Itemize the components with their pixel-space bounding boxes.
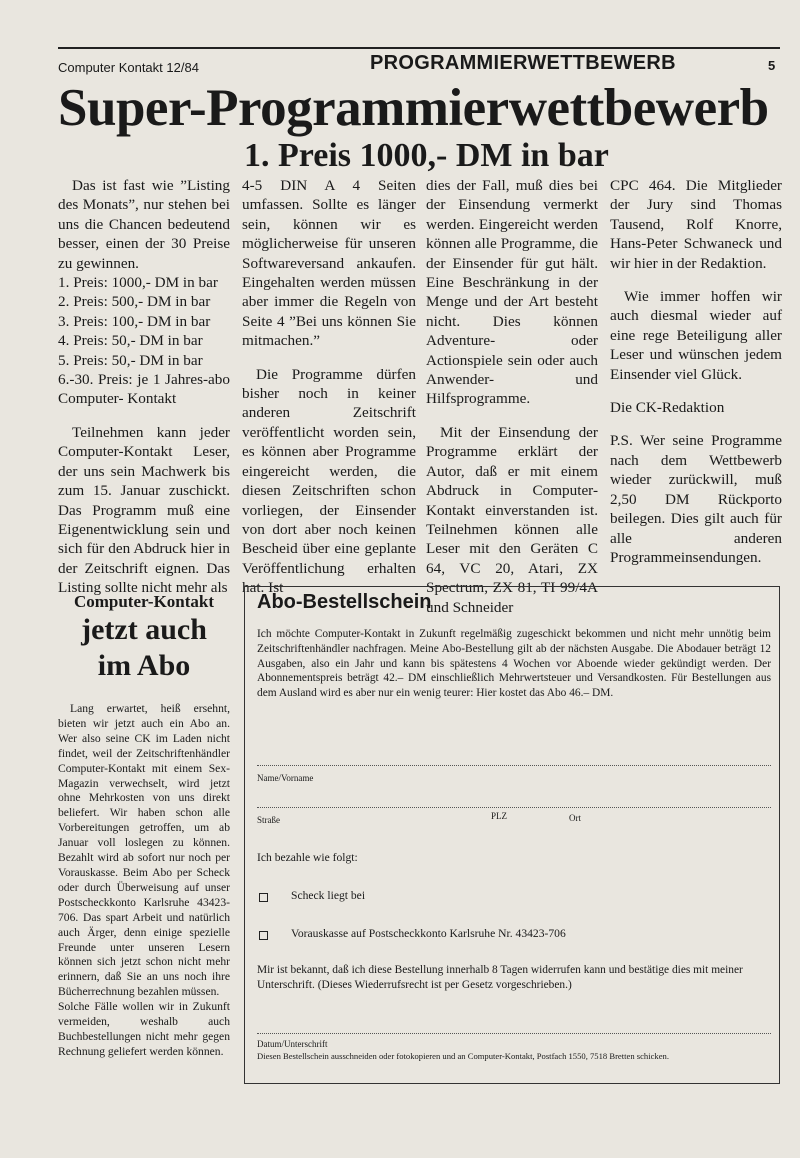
- section-title: PROGRAMMIERWETTBEWERB: [370, 52, 676, 74]
- check-option-checkbox[interactable]: [259, 893, 268, 902]
- article-column-1: [58, 176, 230, 598]
- paragraph: Wie immer hoffen wir auch diesmal wieder auf eine rege Beteiligung aller Leser und wünschen jedem Einsender viel Glück.: [610, 288, 782, 383]
- paragraph: dies der Fall, muß dies bei der Einsendung vermerkt werden. Eingereicht werden können alle Programme, die der Einsender für gut hält. Eine Beschränkung in der Menge und der Art besteht nicht. Dies können Adventure- oder Actionspiele sein oder auch Anwender- und Hilfsprogramme.: [426, 177, 598, 408]
- ad-body: [58, 702, 230, 1060]
- paragraph: CPC 464. Die Mitglieder der Jury sind Thomas Tausend, Rolf Knorre, Hans-Peter Schwaneck und wir hier in der Redaktion.: [610, 177, 782, 272]
- payment-prompt: Ich bezahle wie folgt:: [257, 851, 358, 864]
- zip-field-label: PLZ: [491, 811, 508, 821]
- page-number: 5: [768, 58, 776, 73]
- name-field-line[interactable]: [257, 765, 771, 766]
- article-column-4: [610, 176, 782, 567]
- prize-item: 3. Preis: 100,- DM in bar: [58, 312, 211, 330]
- address-field-line[interactable]: [257, 807, 771, 808]
- signature: Die CK-Redaktion: [610, 399, 725, 417]
- ad-kicker: Computer-Kontakt: [73, 592, 215, 611]
- paragraph: Das ist fast wie ”Listing des Monats”, nur stehen bei uns die Chancen bedeutend besser, einen der 30 Preise zu gewinnen.: [58, 177, 230, 272]
- ad-headline-line-2: im Abo: [97, 649, 191, 682]
- paragraph: Lang erwartet, heiß ersehnt, bieten wir jetzt auch ein Abo an. Wer also seine CK im Laden nicht findet, weil der Zeitschriftenhändler Computer-Kontakt mit einem Sex-Magazin verwechselt, wird jetzt ohne Mehrkosten von uns direkt beliefert. Wir haben schon alle Vorbereitungen getroffen, um ab Januar voll loslegen zu können. Bezahlt wird ab sofort nur noch per Vorauskasse. Beim Abo per Scheck oder durch Überweisung auf unser Postscheckkonto Karlsruhe 43423-706. Das spart Arbeit und natürlich auch Ärger, denn einige spezielle Freunde unter unseren Lesern können sich jetzt schon nicht mehr erinnern, daß Sie an uns noch ihre Bücherrechnung bezahlen müssen.: [58, 702, 230, 999]
- revocation-notice: Mir ist bekannt, daß ich diese Bestellung innerhalb 8 Tagen widerrufen kann und bestätige dies mit meiner Unterschrift. (Dieses Wiederrufsrecht ist per Gesetz vorgeschrieben.): [257, 964, 743, 991]
- header-rule: [58, 47, 780, 49]
- city-field-label: Ort: [569, 813, 581, 823]
- prize-item: 4. Preis: 50,- DM in bar: [58, 332, 203, 350]
- prepay-option-checkbox[interactable]: [259, 931, 268, 940]
- paragraph: Mit der Einsendung der Programme erklärt der Autor, daß er mit einem Abdruck in Computer-Kontakt einverstanden ist. Teilnehmen können alle Leser mit den Geräten C 64, VC 20, Atari, ZX Spectrum, ZX 81, TI 99/4A und Schneider: [426, 423, 598, 616]
- prepay-option-label: Vorauskasse auf Postscheckkonto Karlsruhe Nr. 43423-706: [291, 927, 566, 940]
- prize-item: 6.-30. Preis: je 1 Jahres-abo Computer- Kontakt: [58, 371, 230, 408]
- form-footer: Diesen Bestellschein ausschneiden oder fotokopieren und an Computer-Kontakt, Postfach 1550, 7518 Bretten schicken.: [257, 1051, 669, 1061]
- article-title: Super-Programmierwettbewerb: [58, 79, 769, 137]
- name-field-label: Name/Vorname: [257, 773, 314, 783]
- ad-headline-line-1: jetzt auch: [81, 613, 207, 646]
- paragraph: 4-5 DIN A 4 Seiten umfassen. Sollte es länger sein, können wir es möglicherweise für unseren Softwareversand ankaufen. Eingehalten werden müssen aber immer die Regeln von Seite 4 ”Bei uns können Sie mitmachen.”: [242, 177, 416, 350]
- signature-field-line[interactable]: [257, 1033, 771, 1034]
- article-column-3: [426, 176, 598, 617]
- issue-label: Computer Kontakt 12/84: [58, 60, 199, 75]
- article-subtitle: 1. Preis 1000,- DM in bar: [244, 137, 609, 174]
- postscript: P.S. Wer seine Programme nach dem Wettbewerb wieder zurückwill, muß 2,50 DM Rückporto beilegen. Dies gilt auch für alle anderen Programmeinsendungen.: [610, 432, 782, 566]
- check-option-label: Scheck liegt bei: [291, 889, 366, 902]
- paragraph: Die Programme dürfen bisher noch in keiner anderen Zeitschrift veröffentlicht worden sein, es können aber Programme eingereicht werden, die diesen Zeitschriften schon vorliegen, der Einsender von dort aber noch keinen Bescheid über eine geplante Veröffentlichung erhalten hat. Ist: [242, 365, 416, 597]
- form-title: Abo-Bestellschein: [257, 591, 432, 613]
- form-intro: Ich möchte Computer-Kontakt in Zukunft regelmäßig zugeschickt bekommen und nicht mehr unnötig beim Zeitschriftenhändler nachfragen. Meine Abo-Bestellung gilt ab der nächsten Ausgabe. Die Abodauer beträgt 12 Ausgaben, also ein Jahr und kann bis spätestens 4 Wochen vor Aboende wieder gekündigt werden. Der Abonnementspreis beträgt 42.– DM einschließlich Mehrwertsteuer und Versandkosten. Für Bestellungen aus dem Ausland wird es aber nur ein wenig teurer: Hier kostet das Abo 46.– DM.: [257, 628, 771, 700]
- street-field-label: Straße: [257, 815, 280, 825]
- subscription-form: [244, 586, 780, 1084]
- prize-item: 5. Preis: 50,- DM in bar: [58, 351, 203, 369]
- paragraph: Teilnehmen kann jeder Computer-Kontakt Leser, der uns sein Machwerk bis zum 15. Januar zuschickt. Das Programm muß eine Eigenentwicklung sein und sich für den Abdruck hier in der Zeitschrift eignen. Das Listing sollte nicht mehr als: [58, 423, 230, 597]
- paragraph: Solche Fälle wollen wir in Zukunft vermeiden, weshalb auch Buchbestellungen nicht mehr gegen Rechnung geliefert werden können.: [58, 1000, 230, 1058]
- prize-item: 1. Preis: 1000,- DM in bar: [58, 274, 218, 292]
- prize-list: [58, 273, 230, 409]
- prize-item: 2. Preis: 500,- DM in bar: [58, 293, 211, 311]
- article-column-2: [242, 176, 416, 598]
- signature-field-label: Datum/Unterschrift: [257, 1039, 328, 1049]
